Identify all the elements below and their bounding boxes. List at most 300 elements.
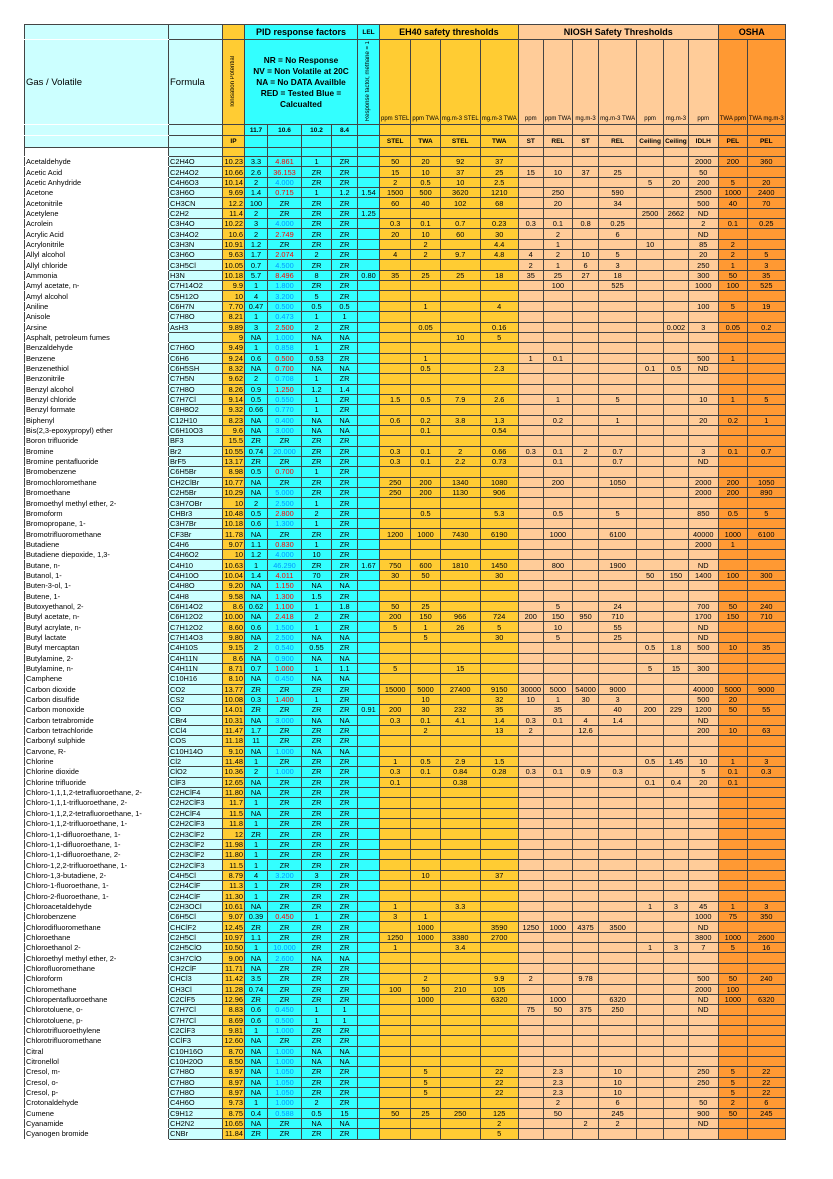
- gas-name-cell: Acetonitrile: [25, 198, 169, 208]
- gas-name-cell: Carbon tetrabromide: [25, 715, 169, 725]
- table-row: [25, 974, 786, 984]
- table-row: [25, 208, 786, 218]
- rf-column-title: [358, 40, 380, 125]
- niosh-threshold-cell: [599, 798, 637, 808]
- pid-response-cell: ZR: [332, 436, 358, 446]
- eh40-threshold-cell: 60: [440, 229, 480, 239]
- eh40-threshold-cell: [380, 374, 411, 384]
- eh40-threshold-cell: [440, 436, 480, 446]
- osha-threshold-cell: 16: [747, 943, 785, 953]
- gas-name-cell: Bromotrifluoromethane: [25, 529, 169, 539]
- niosh-threshold-cell: 100: [688, 301, 718, 311]
- lel-response-cell: 0.91: [358, 705, 380, 715]
- osha-threshold-cell: 50: [718, 601, 747, 611]
- formula-cell: C2H4ClF: [169, 881, 223, 891]
- osha-threshold-cell: [718, 312, 747, 322]
- osha-threshold-cell: 0.5: [718, 508, 747, 518]
- niosh-threshold-cell: [599, 239, 637, 249]
- pid-response-cell: ZR: [332, 736, 358, 746]
- niosh-threshold-cell: [573, 394, 599, 404]
- table-row: [25, 694, 786, 704]
- ionisation-potential-cell: 10.18: [224, 519, 243, 529]
- pid-response-cell: 0.770: [268, 405, 302, 415]
- niosh-threshold-cell: [637, 684, 664, 694]
- niosh-threshold-cell: [637, 953, 664, 963]
- eh40-threshold-cell: 2.3: [480, 363, 518, 373]
- formula-cell: C2HClF4: [169, 808, 223, 818]
- eh40-threshold-cell: 0.7: [440, 219, 480, 229]
- osha-threshold-cell: [718, 374, 747, 384]
- gap-eh-1: [380, 148, 411, 157]
- niosh-threshold-cell: [637, 850, 664, 860]
- ionisation-potential-cell: 11.98: [223, 839, 245, 849]
- niosh-threshold-cell: [637, 787, 664, 797]
- eh40-threshold-cell: [380, 1015, 411, 1025]
- niosh-threshold-cell: 250: [543, 188, 572, 198]
- niosh-threshold-cell: [573, 963, 599, 973]
- table-row: [25, 219, 786, 229]
- pid-response-cell: 2: [245, 208, 268, 218]
- niosh-threshold-cell: 25: [543, 270, 572, 280]
- niosh-threshold-cell: [518, 384, 543, 394]
- eh40-threshold-cell: [380, 591, 411, 601]
- niosh-sub-4: mg.m-3 TWA: [599, 40, 637, 125]
- pid-response-cell: 2.500: [268, 322, 302, 332]
- pid-response-cell: 1: [245, 819, 268, 829]
- osha-threshold-cell: 5: [718, 1087, 747, 1097]
- niosh-threshold-cell: [518, 674, 543, 684]
- table-row: [25, 1087, 786, 1097]
- eh40-threshold-cell: 13: [480, 725, 518, 735]
- eh40-threshold-cell: 3620: [440, 188, 480, 198]
- gas-name-cell: Acrylonitrile: [25, 239, 169, 249]
- niosh-threshold-cell: [688, 1129, 718, 1139]
- pid-response-cell: ZR: [302, 881, 332, 891]
- gas-name-cell: Bromoethyl methyl ether, 2-: [25, 498, 169, 508]
- niosh-threshold-cell: [688, 312, 718, 322]
- niosh-threshold-cell: [664, 550, 689, 560]
- ionisation-potential-cell: 12.96: [224, 995, 243, 1005]
- niosh-threshold-cell: [599, 312, 637, 322]
- niosh-threshold-cell: [518, 188, 543, 198]
- eh40-threshold-cell: [380, 1118, 411, 1128]
- pid-response-cell: ZR: [332, 912, 358, 922]
- niosh-threshold-cell: [637, 591, 664, 601]
- niosh-threshold-cell: [573, 343, 599, 353]
- niosh-threshold-cell: 75: [518, 1005, 543, 1015]
- niosh-threshold-cell: [599, 984, 637, 994]
- formula-cell: C5H12O: [169, 291, 223, 301]
- eh40-threshold-cell: [480, 1005, 518, 1015]
- eh40-threshold-cell: [440, 746, 480, 756]
- niosh-threshold-cell: [518, 943, 543, 953]
- osha-threshold-cell: [718, 1036, 747, 1046]
- pid-response-cell: ZR: [268, 477, 302, 487]
- niosh-threshold-cell: [518, 777, 543, 787]
- table-row: [25, 508, 786, 518]
- eh40-threshold-cell: [480, 850, 518, 860]
- osha-threshold-cell: [718, 467, 747, 477]
- eh40-threshold-cell: [411, 653, 440, 663]
- niosh-threshold-cell: [599, 291, 637, 301]
- osha-threshold-cell: 0.25: [747, 219, 785, 229]
- eh40-threshold-cell: [480, 787, 518, 797]
- pid-response-cell: NA: [332, 746, 358, 756]
- gas-name-cell: Cresol, m-: [25, 1067, 169, 1077]
- osha-threshold-cell: [747, 519, 785, 529]
- niosh-threshold-cell: [518, 291, 543, 301]
- ionisation-potential-cell: 9: [223, 332, 245, 342]
- table-row: [25, 963, 786, 973]
- osha-threshold-cell: [718, 953, 747, 963]
- osha-threshold-cell: 5: [718, 177, 747, 187]
- niosh-threshold-cell: 200: [637, 705, 664, 715]
- osha-threshold-cell: 0.05: [718, 322, 747, 332]
- niosh-threshold-cell: [599, 384, 637, 394]
- eh40-threshold-cell: [440, 208, 480, 218]
- niosh-threshold-cell: [573, 850, 599, 860]
- niosh-threshold-cell: [637, 653, 664, 663]
- lel-response-cell: [358, 1036, 380, 1046]
- ionisation-potential-cell: 11.80: [223, 850, 245, 860]
- lel-response-cell: [358, 1108, 380, 1118]
- osha-threshold-cell: [718, 1046, 747, 1056]
- pid-response-cell: 2: [302, 508, 332, 518]
- niosh-threshold-cell: 0.3: [518, 219, 543, 229]
- niosh-threshold-cell: [573, 663, 599, 673]
- table-row: [25, 860, 786, 870]
- table-row: [25, 425, 786, 435]
- niosh-threshold-cell: [518, 632, 543, 642]
- gas-name-cell: Allyl alcohol: [25, 250, 169, 260]
- niosh-threshold-cell: [518, 1098, 543, 1108]
- eh40-threshold-cell: [411, 405, 440, 415]
- niosh-threshold-cell: [664, 415, 689, 425]
- table-row: [25, 850, 786, 860]
- pid-response-cell: 0.6: [245, 1015, 268, 1025]
- pid-response-cell: ZR: [268, 798, 302, 808]
- ionisation-potential-cell: 9.69: [223, 188, 245, 198]
- pid-response-cell: ZR: [332, 1067, 358, 1077]
- ionisation-potential-cell: 9.6: [223, 425, 245, 435]
- gas-name-cell: Benzenethiol: [25, 363, 169, 373]
- niosh-threshold-cell: 229: [664, 705, 689, 715]
- pid-response-cell: ZR: [332, 974, 358, 984]
- gap-ni-4: [599, 148, 637, 157]
- pid-response-cell: ZR: [302, 1077, 332, 1087]
- gas-name-cell: Chlorotoluene, o-: [25, 1005, 169, 1015]
- table-row: [25, 384, 786, 394]
- eh40-threshold-cell: [480, 891, 518, 901]
- eh40-threshold-cell: [480, 798, 518, 808]
- gas-name-cell: Bromochloromethane: [25, 477, 169, 487]
- pid-response-cell: 1.050: [268, 1087, 302, 1097]
- formula-cell: C2H4O2: [169, 167, 223, 177]
- table-row: [25, 705, 786, 715]
- niosh-threshold-cell: [637, 291, 664, 301]
- pid-response-cell: 0.450: [268, 912, 302, 922]
- eh40-threshold-cell: 1: [411, 353, 440, 363]
- niosh-threshold-cell: 40000: [688, 529, 718, 539]
- niosh-threshold-cell: [543, 488, 572, 498]
- niosh-threshold-cell: 5: [543, 632, 572, 642]
- ionisation-potential-cell: 9.49: [223, 343, 245, 353]
- pid-response-cell: ZR: [302, 756, 332, 766]
- niosh-threshold-cell: 50: [543, 1005, 572, 1015]
- niosh-threshold-cell: ND: [688, 715, 718, 725]
- lel-response-cell: [358, 881, 380, 891]
- niosh-threshold-cell: 1000: [688, 281, 718, 291]
- formula-cell: C4H8: [169, 591, 223, 601]
- lel-response-cell: [358, 488, 380, 498]
- pid-response-cell: ZR: [332, 239, 358, 249]
- pid-response-cell: 4.500: [268, 260, 302, 270]
- lel-response-cell: [358, 239, 380, 249]
- niosh-threshold-cell: [664, 477, 689, 487]
- pid-response-cell: 0.715: [268, 188, 302, 198]
- formula-cell: C4H8O: [169, 581, 223, 591]
- eh40-threshold-cell: 0.73: [480, 456, 518, 466]
- niosh-threshold-cell: [664, 301, 689, 311]
- eh40-threshold-cell: [411, 674, 440, 684]
- ionisation-potential-cell: 10.36: [224, 767, 243, 777]
- pid-response-cell: 0.400: [268, 415, 302, 425]
- formula-cell: C3H4O: [169, 219, 223, 229]
- osha-threshold-cell: [747, 539, 785, 549]
- niosh-threshold-cell: 500: [688, 353, 718, 363]
- eh40-threshold-cell: [480, 1036, 518, 1046]
- niosh-threshold-cell: [664, 715, 689, 725]
- niosh-threshold-cell: [518, 953, 543, 963]
- niosh-threshold-cell: [664, 312, 689, 322]
- niosh-threshold-cell: [637, 477, 664, 487]
- osha-threshold-cell: 5: [718, 1067, 747, 1077]
- pid-response-cell: NA: [302, 425, 332, 435]
- osha-threshold-cell: [718, 229, 747, 239]
- gas-name-cell: Chlorine trifluoride: [25, 777, 169, 787]
- eh40-threshold-cell: 0.5: [411, 177, 440, 187]
- niosh-threshold-cell: 0.2: [543, 415, 572, 425]
- gas-name-cell: Carbon monoxide: [25, 705, 169, 715]
- formula-cell: ClF3: [169, 777, 223, 787]
- pid-response-cell: 1.5: [302, 591, 332, 601]
- eh40-threshold-cell: [440, 291, 480, 301]
- niosh-sub-5: ppm: [637, 40, 664, 125]
- osha-threshold-cell: [747, 829, 785, 839]
- eh40-threshold-cell: [440, 1046, 480, 1056]
- gas-name-cell: Chloroform: [25, 974, 169, 984]
- formula-cell: BF3: [169, 436, 223, 446]
- ni-blank-3: [573, 125, 599, 136]
- ionisation-potential-cell: 9.80: [223, 632, 245, 642]
- pid-response-cell: 3.3: [245, 157, 268, 167]
- niosh-threshold-cell: [688, 1036, 718, 1046]
- niosh-threshold-cell: [518, 1118, 543, 1128]
- pid-response-cell: 0.858: [268, 343, 302, 353]
- osha-threshold-cell: 50: [718, 705, 747, 715]
- gas-name-cell: Anisole: [25, 312, 169, 322]
- niosh-threshold-cell: [664, 787, 689, 797]
- gas-name-cell: Allyl chloride: [25, 260, 169, 270]
- pid-response-cell: 2: [245, 177, 268, 187]
- table-row: [25, 653, 786, 663]
- table-row: [25, 446, 786, 456]
- niosh-threshold-cell: [543, 425, 572, 435]
- eh40-threshold-cell: [380, 860, 411, 870]
- gas-name-cell: Acetic Acid: [25, 167, 169, 177]
- niosh-threshold-cell: [599, 405, 637, 415]
- eh40-threshold-cell: 20: [380, 229, 411, 239]
- pid-response-cell: ZR: [332, 529, 358, 539]
- niosh-threshold-cell: [518, 808, 543, 818]
- lel-response-cell: [358, 301, 380, 311]
- gas-name-cell: Acetic Anhydride: [25, 177, 169, 187]
- lel-response-cell: [358, 674, 380, 684]
- eh40-threshold-cell: 40: [411, 198, 440, 208]
- eh40-threshold-cell: [480, 581, 518, 591]
- formula-cell: C2H3ClF2: [169, 850, 223, 860]
- gas-code-blank: [25, 136, 169, 148]
- eh40-threshold-cell: [480, 291, 518, 301]
- formula-cell: C7H14O3: [169, 632, 223, 642]
- ionisation-potential-cell: 8.98: [223, 467, 245, 477]
- pid-response-cell: 0.55: [302, 643, 332, 653]
- niosh-threshold-cell: ND: [688, 208, 718, 218]
- eh40-threshold-cell: [411, 539, 440, 549]
- eh40-threshold-cell: 2: [480, 1118, 518, 1128]
- niosh-threshold-cell: [518, 850, 543, 860]
- eh40-threshold-cell: 10: [440, 177, 480, 187]
- niosh-threshold-cell: [637, 1046, 664, 1056]
- eh-blank-3: [440, 125, 480, 136]
- gas-name-cell: Butyl mercaptan: [25, 643, 169, 653]
- formula-cell: C7H8O: [169, 1087, 223, 1097]
- niosh-threshold-cell: 0.5: [664, 363, 689, 373]
- ionisation-potential-cell: 8.97: [223, 1087, 245, 1097]
- lel-response-cell: [358, 756, 380, 766]
- niosh-threshold-cell: [688, 787, 718, 797]
- niosh-threshold-cell: [637, 488, 664, 498]
- niosh-threshold-cell: [518, 229, 543, 239]
- eh40-threshold-cell: 50: [411, 570, 440, 580]
- niosh-threshold-cell: [573, 1129, 599, 1139]
- niosh-threshold-cell: [518, 415, 543, 425]
- eh40-threshold-cell: [380, 498, 411, 508]
- table-row: [25, 1108, 786, 1118]
- ionisation-potential-cell: 8.23: [223, 415, 245, 425]
- eh40-threshold-cell: 32: [480, 694, 518, 704]
- osha-threshold-cell: 5: [718, 1077, 747, 1087]
- osha-threshold-cell: 3: [747, 756, 785, 766]
- niosh-threshold-cell: [518, 363, 543, 373]
- eh40-threshold-cell: 5: [411, 1067, 440, 1077]
- osha-threshold-cell: [747, 777, 785, 787]
- niosh-threshold-cell: ND: [688, 560, 718, 570]
- niosh-threshold-cell: [573, 312, 599, 322]
- lel-response-cell: 1.25: [358, 208, 380, 218]
- eh40-threshold-cell: 50: [380, 601, 411, 611]
- pid-response-cell: 1: [302, 622, 332, 632]
- niosh-threshold-cell: [688, 839, 718, 849]
- eh40-threshold-cell: [380, 1046, 411, 1056]
- pid-response-cell: 0.473: [268, 312, 302, 322]
- osha-threshold-cell: 150: [718, 612, 747, 622]
- pid-response-cell: 1: [302, 312, 332, 322]
- niosh-threshold-cell: [518, 860, 543, 870]
- gas-name-cell: Cresol, o-: [25, 1077, 169, 1087]
- niosh-threshold-cell: [573, 488, 599, 498]
- niosh-threshold-cell: 0.3: [518, 767, 543, 777]
- formula-cell: C4H6O: [169, 1098, 223, 1108]
- pid-response-cell: ZR: [332, 756, 358, 766]
- osha-threshold-cell: [747, 808, 785, 818]
- niosh-threshold-cell: [637, 601, 664, 611]
- pid-response-cell: 1: [245, 343, 268, 353]
- niosh-threshold-cell: [573, 198, 599, 208]
- niosh-threshold-cell: [664, 229, 689, 239]
- table-row: [25, 1036, 786, 1046]
- niosh-threshold-cell: [543, 208, 572, 218]
- ionisation-potential-cell: 11.84: [223, 1129, 245, 1139]
- formula-cell: C9H12: [169, 1108, 223, 1118]
- niosh-threshold-cell: 0.1: [543, 446, 572, 456]
- eh40-threshold-cell: 600: [411, 560, 440, 570]
- ionisation-potential-cell: 10.14: [224, 177, 243, 187]
- eh40-threshold-cell: [411, 891, 440, 901]
- niosh-threshold-cell: [573, 943, 599, 953]
- pid-response-cell: 0.500: [268, 1015, 302, 1025]
- eh40-threshold-cell: 0.1: [411, 219, 440, 229]
- formula-cell: C2H5Br: [169, 488, 223, 498]
- niosh-threshold-cell: [573, 1098, 599, 1108]
- niosh-threshold-cell: [637, 674, 664, 684]
- niosh-threshold-cell: 1.8: [664, 643, 689, 653]
- niosh-threshold-cell: 10: [637, 239, 664, 249]
- niosh-threshold-cell: 2000: [688, 477, 718, 487]
- pid-response-cell: NA: [245, 674, 268, 684]
- pid-response-cell: NA: [302, 1118, 332, 1128]
- eh-blank-1: [380, 125, 411, 136]
- pid-response-cell: 2: [245, 767, 268, 777]
- niosh-threshold-cell: [637, 529, 664, 539]
- gas-name-cell: Buten-3-ol, 1-: [25, 581, 169, 591]
- eh40-threshold-cell: [440, 384, 480, 394]
- niosh-threshold-cell: [599, 850, 637, 860]
- ionisation-potential-cell: 10.48: [224, 508, 243, 518]
- eh40-threshold-cell: 0.66: [480, 446, 518, 456]
- ionisation-potential-cell: 9.32: [223, 405, 245, 415]
- eh40-threshold-cell: [380, 798, 411, 808]
- niosh-threshold-cell: 5: [637, 177, 664, 187]
- formula-cell: C4H10: [169, 560, 223, 570]
- eh40-group-header: EH40 safety thresholds: [380, 25, 519, 40]
- niosh-threshold-cell: [543, 312, 572, 322]
- ionisation-potential-cell: 8.21: [223, 312, 245, 322]
- niosh-threshold-cell: [688, 1087, 718, 1097]
- osha-threshold-cell: 360: [747, 157, 785, 167]
- niosh-threshold-cell: [637, 891, 664, 901]
- niosh-threshold-cell: [518, 281, 543, 291]
- niosh-threshold-cell: [573, 1056, 599, 1066]
- eh40-threshold-cell: [411, 901, 440, 911]
- eh40-threshold-cell: [411, 550, 440, 560]
- osha-threshold-cell: [747, 332, 785, 342]
- osha-threshold-cell: 1000: [718, 932, 747, 942]
- osha-threshold-cell: 100: [718, 281, 747, 291]
- osha-threshold-cell: [718, 787, 747, 797]
- table-row: [25, 725, 786, 735]
- niosh-threshold-cell: [664, 694, 689, 704]
